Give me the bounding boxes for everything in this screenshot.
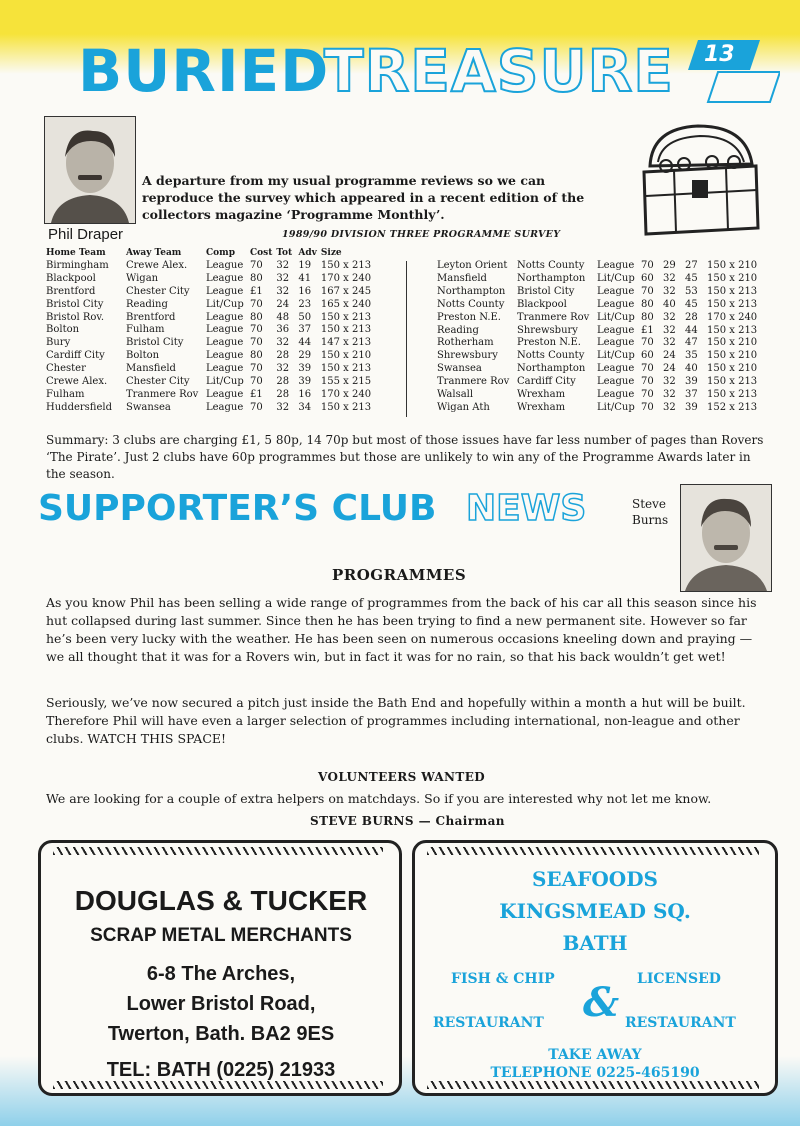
address-line-2: Lower Bristol Road,	[126, 993, 316, 1015]
table-cell: 150 x 213	[320, 363, 372, 375]
table-cell: Preston N.E.	[437, 311, 501, 323]
table-cell: 60	[641, 272, 654, 284]
table-cell: Swansea	[126, 401, 171, 413]
table-cell: 32	[276, 363, 290, 375]
volunteers-text: We are looking for a couple of extra helpers on matchdays. So if you are interested why not let me know.	[46, 791, 712, 806]
seafoods-location: KINGSMEAD SQ.	[499, 899, 691, 923]
table-cell: 32	[663, 389, 676, 401]
table-cell: Northampton	[517, 363, 586, 375]
address-line-3: Twerton, Bath. BA2 9ES	[107, 1023, 335, 1045]
table-cell: 80	[641, 311, 654, 323]
table-cell: Northampton	[517, 272, 586, 284]
table-cell: 39	[685, 401, 698, 413]
table-cell: Lit/Cup	[597, 350, 635, 362]
table-cell: Wigan Ath	[437, 401, 490, 413]
table-cell: 40	[685, 363, 698, 375]
programmes-para-2: Seriously, we’ve now secured a pitch just inside the Bath End and hopefully within a month a hut will be built. Therefore Phil will have even a larger selection of programmes including international, non-league and other clubs. WATCH THIS SPACE!	[46, 695, 746, 746]
table-cell: 24	[663, 350, 676, 362]
table-cell: Mansfield	[126, 363, 176, 375]
table-cell: Reading	[437, 324, 479, 336]
table-cell: 32	[663, 337, 676, 349]
table-cell: Walsall	[437, 389, 474, 401]
portrait-icon	[681, 485, 771, 591]
table-row	[437, 286, 761, 299]
table-cell: Chester	[46, 363, 86, 375]
douglas-tucker-name: DOUGLAS & TUCKER	[74, 885, 368, 916]
table-cell: 150 x 213	[320, 324, 372, 336]
title-treasure: TREASURE	[324, 37, 674, 105]
table-cell: 70	[250, 298, 263, 310]
table-cell: 152 x 213	[707, 401, 758, 413]
table-cell: Lit/Cup	[597, 401, 635, 413]
table-cell: 29	[298, 350, 312, 362]
table-row	[437, 350, 761, 363]
table-cell: 16	[298, 285, 312, 297]
table-cell: 32	[276, 337, 290, 349]
table-cell: 32	[663, 401, 676, 413]
table-cell: 28	[685, 311, 698, 323]
col-away-team: Away Team	[126, 248, 182, 258]
table-row	[46, 363, 375, 376]
table-row	[46, 350, 375, 363]
table-cell: 70	[641, 401, 654, 413]
col-cost: Cost	[250, 248, 273, 258]
table-cell: 70	[250, 324, 263, 336]
table-row	[46, 299, 375, 312]
douglas-tucker-sub: SCRAP METAL MERCHANTS	[90, 925, 352, 946]
table-cell: 32	[276, 285, 290, 297]
table-cell: Swansea	[437, 363, 482, 375]
table-cell: Fulham	[126, 324, 165, 336]
table-row	[437, 376, 761, 389]
col-adv: Adv	[298, 248, 317, 258]
table-cell: 150 x 213	[707, 389, 758, 401]
table-cell: 165 x 240	[320, 298, 372, 310]
table-row	[46, 389, 375, 402]
top-yellow-band	[0, 0, 800, 34]
table-cell: 150 x 213	[707, 285, 758, 297]
table-cell: 45	[685, 298, 698, 310]
table-cell: League	[597, 337, 635, 349]
programmes-para-1: As you know Phil has been selling a wide range of programmes from the back of his car all this season since his hut collapsed during last summer. Since then he has been trying to find a new permanent site. However so far he’s been very lucky with the weather. He has been seen on numerous occasions kneeling down and praying — we all thought that it was for a Rovers win, but in fact it was for no rain, so that his back wouldn’t get wet!	[46, 595, 757, 664]
table-cell: League	[597, 260, 635, 271]
table-cell: 23	[298, 298, 312, 310]
address-line-1: 6-8 The Arches,	[146, 963, 296, 985]
col-size: Size	[320, 248, 342, 258]
survey-table-right	[437, 260, 761, 415]
table-cell: League	[597, 324, 635, 336]
table-row	[46, 376, 375, 389]
table-cell: 150 x 210	[707, 260, 758, 271]
page-number: 13	[704, 42, 735, 67]
table-cell: Cardiff City	[517, 376, 576, 388]
table-cell: 32	[276, 259, 290, 271]
table-cell: Brentford	[126, 311, 176, 323]
table-cell: 32	[663, 324, 676, 336]
table-row	[46, 337, 375, 350]
table-cell: 37	[298, 324, 312, 336]
table-cell: 170 x 240	[320, 272, 372, 284]
table-cell: 70	[250, 363, 263, 375]
table-row	[46, 402, 375, 415]
table-cell: League	[597, 376, 635, 388]
table-cell: 80	[250, 311, 263, 323]
rope-border-bottom	[427, 1081, 759, 1089]
fish-chip-label: FISH & CHIP	[451, 971, 555, 987]
table-cell: Leyton Orient	[437, 260, 508, 271]
table-row	[46, 260, 375, 273]
restaurant-left: RESTAURANT	[433, 1015, 544, 1031]
title-buried: BURIED	[78, 37, 330, 105]
table-cell: Bristol City	[126, 337, 184, 349]
table-cell: 39	[298, 376, 312, 388]
table-cell: 24	[663, 363, 676, 375]
table-cell: 150 x 210	[707, 272, 758, 284]
table-cell: 40	[663, 298, 676, 310]
programmes-heading: PROGRAMMES	[332, 566, 467, 584]
signoff: STEVE BURNS — Chairman	[310, 814, 505, 828]
volunteers-heading: VOLUNTEERS WANTED	[318, 770, 486, 784]
table-cell: 41	[298, 272, 312, 284]
steve-caption	[632, 496, 668, 528]
survey-title: 1989/90 DIVISION THREE PROGRAMME SURVEY	[282, 229, 561, 240]
table-cell: 70	[641, 260, 654, 271]
table-cell: 155 x 215	[320, 376, 372, 388]
table-row	[437, 299, 761, 312]
col-home-team: Home Team	[46, 248, 106, 258]
table-cell: Bolton	[46, 324, 80, 336]
table-cell: 170 x 240	[707, 311, 758, 323]
table-cell: Northampton	[437, 285, 506, 297]
table-cell: Crewe Alex.	[46, 376, 108, 388]
table-cell: 32	[663, 311, 676, 323]
col-comp: Comp	[206, 248, 235, 258]
table-divider	[406, 261, 407, 417]
steve-burns-photo	[680, 484, 772, 592]
table-cell: Reading	[126, 298, 168, 310]
restaurant-right: RESTAURANT	[625, 1015, 736, 1031]
table-row	[46, 273, 375, 286]
table-cell: 70	[250, 376, 263, 388]
table-cell: 70	[250, 337, 263, 349]
steve-caption-last: Burns	[632, 513, 669, 527]
table-cell: 44	[685, 324, 698, 336]
table-row	[437, 389, 761, 402]
table-cell: Tranmere Rov	[126, 388, 199, 400]
survey-table-left	[46, 247, 375, 415]
table-cell: 28	[276, 376, 290, 388]
table-cell: League	[597, 285, 635, 297]
table-row	[46, 312, 375, 325]
table-row	[437, 402, 761, 415]
table-cell: 19	[298, 259, 312, 271]
table-cell: 27	[685, 260, 698, 271]
table-cell: 37	[685, 389, 698, 401]
table-cell: Bristol City	[46, 298, 104, 310]
rope-border-top	[53, 847, 383, 855]
table-cell: League	[206, 272, 244, 284]
table-row	[437, 337, 761, 350]
seafoods-title: SEAFOODS	[531, 867, 659, 891]
table-cell: 32	[276, 272, 290, 284]
table-cell: 147 x 213	[320, 337, 372, 349]
table-row	[437, 363, 761, 376]
table-cell: League	[206, 311, 244, 323]
table-cell: 32	[663, 376, 676, 388]
table-cell: 47	[685, 337, 698, 349]
seafoods-ad	[412, 840, 778, 1096]
table-cell: 80	[250, 272, 263, 284]
table-row	[46, 324, 375, 337]
table-cell: 70	[250, 401, 263, 413]
treasure-chest-icon	[636, 118, 766, 238]
table-cell: Cardiff City	[46, 350, 105, 362]
table-cell: Shrewsbury	[517, 324, 578, 336]
table-cell: 170 x 240	[320, 388, 372, 400]
table-cell: League	[206, 337, 244, 349]
table-cell: Tranmere Rov	[517, 311, 590, 323]
table-header-row	[46, 247, 375, 260]
seafoods-city: BATH	[562, 931, 628, 955]
col-tot: Tot	[276, 248, 293, 258]
douglas-tucker-ad	[38, 840, 402, 1096]
phil-caption: Phil Draper	[48, 226, 124, 243]
table-cell: 150 x 210	[320, 350, 372, 362]
table-cell: Notts County	[517, 350, 585, 362]
table-cell: League	[206, 259, 244, 271]
table-cell: 150 x 213	[707, 298, 758, 310]
table-cell: 167 x 245	[320, 285, 372, 297]
table-cell: 32	[663, 285, 676, 297]
ampersand: &	[583, 979, 620, 1026]
table-cell: 150 x 213	[707, 376, 758, 388]
table-cell: Wrexham	[517, 389, 566, 401]
table-cell: £1	[641, 324, 654, 336]
table-cell: Fulham	[46, 388, 85, 400]
table-cell: 39	[685, 376, 698, 388]
table-row	[437, 260, 761, 273]
table-row	[437, 273, 761, 286]
table-cell: £1	[250, 285, 263, 297]
table-cell: Blackpool	[517, 298, 567, 310]
table-cell: 39	[298, 363, 312, 375]
table-cell: Tranmere Rov	[437, 376, 510, 388]
table-cell: Chester City	[126, 376, 190, 388]
table-cell: League	[206, 401, 244, 413]
table-cell: 150 x 213	[320, 401, 372, 413]
table-row	[437, 312, 761, 325]
table-cell: 70	[641, 389, 654, 401]
takeaway-label: TAKE AWAY	[548, 1047, 642, 1063]
table-cell: 35	[685, 350, 698, 362]
table-cell: 150 x 210	[707, 350, 758, 362]
rope-border-bottom	[53, 1081, 383, 1089]
table-cell: Blackpool	[46, 272, 96, 284]
table-cell: 36	[276, 324, 290, 336]
table-cell: 45	[685, 272, 698, 284]
summary-text: Summary: 3 clubs are charging £1, 5 80p, 14 70p but most of those issues have far less number of pages than Rovers ‘The Pirate’. Just 2 clubs have 60p programmes but those are unlikely to win any of the Programme Awards later in the season.	[46, 433, 764, 481]
table-cell: 70	[641, 337, 654, 349]
table-cell: Lit/Cup	[597, 311, 635, 323]
table-cell: League	[206, 285, 244, 297]
table-cell: Mansfield	[437, 272, 487, 284]
table-cell: 80	[250, 350, 263, 362]
table-cell: 16	[298, 388, 312, 400]
table-cell: 28	[276, 388, 290, 400]
table-cell: 80	[641, 298, 654, 310]
club-title: SUPPORTER’S CLUB	[38, 488, 437, 529]
table-cell: 34	[298, 401, 312, 413]
table-cell: League	[597, 363, 635, 375]
table-cell: Lit/Cup	[206, 298, 244, 310]
table-cell: League	[597, 389, 635, 401]
table-cell: 150 x 213	[707, 324, 758, 336]
table-cell: Bury	[46, 337, 71, 349]
table-cell: 24	[276, 298, 290, 310]
seafoods-telephone: TELEPHONE 0225-465190	[490, 1065, 700, 1081]
table-cell: League	[206, 388, 244, 400]
table-cell: Bristol Rov.	[46, 311, 105, 323]
steve-caption-first: Steve	[632, 497, 667, 511]
table-cell: Bolton	[126, 350, 160, 362]
table-cell: Brentford	[46, 285, 96, 297]
table-cell: League	[206, 350, 244, 362]
table-cell: Crewe Alex.	[126, 259, 188, 271]
table-cell: Shrewsbury	[437, 350, 498, 362]
table-cell: 150 x 213	[320, 311, 372, 323]
table-cell: League	[206, 363, 244, 375]
table-cell: 53	[685, 285, 698, 297]
table-cell: 70	[641, 285, 654, 297]
table-cell: 150 x 213	[320, 259, 372, 271]
table-cell: Chester City	[126, 285, 190, 297]
table-cell: Lit/Cup	[597, 272, 635, 284]
table-cell: Huddersfield	[46, 401, 112, 413]
table-cell: 32	[663, 272, 676, 284]
portrait-icon	[45, 117, 135, 223]
table-cell: 70	[641, 363, 654, 375]
table-cell: 28	[276, 350, 290, 362]
table-cell: £1	[250, 388, 263, 400]
table-cell: 32	[276, 401, 290, 413]
licensed-label: LICENSED	[637, 971, 721, 987]
table-cell: 70	[250, 259, 263, 271]
club-title-news: NEWS	[466, 488, 587, 529]
table-cell: Notts County	[517, 260, 585, 271]
table-cell: 70	[641, 376, 654, 388]
table-cell: Birmingham	[46, 259, 109, 271]
douglas-tucker-tel: TEL: BATH (0225) 21933	[106, 1059, 336, 1081]
table-cell: 150 x 210	[707, 363, 758, 375]
table-cell: 50	[298, 311, 312, 323]
table-cell: 60	[641, 350, 654, 362]
table-cell: Wrexham	[517, 401, 566, 413]
table-cell: Rotherham	[437, 337, 494, 349]
intro-text: A departure from my usual programme reviews so we can reproduce the survey which appeared in a recent edition of the collectors magazine ‘Programme Monthly’.	[142, 173, 585, 222]
table-cell: 150 x 210	[707, 337, 758, 349]
table-cell: Lit/Cup	[206, 376, 244, 388]
table-cell: League	[206, 324, 244, 336]
table-cell: 48	[276, 311, 290, 323]
table-cell: League	[597, 298, 635, 310]
table-cell: 29	[663, 260, 676, 271]
table-cell: Preston N.E.	[517, 337, 581, 349]
rope-border-top	[427, 847, 759, 855]
table-row	[437, 325, 761, 338]
table-cell: Notts County	[437, 298, 505, 310]
table-cell: Bristol City	[517, 285, 575, 297]
table-cell: 44	[298, 337, 312, 349]
table-row	[46, 286, 375, 299]
table-cell: Wigan	[126, 272, 159, 284]
phil-draper-photo	[44, 116, 136, 224]
